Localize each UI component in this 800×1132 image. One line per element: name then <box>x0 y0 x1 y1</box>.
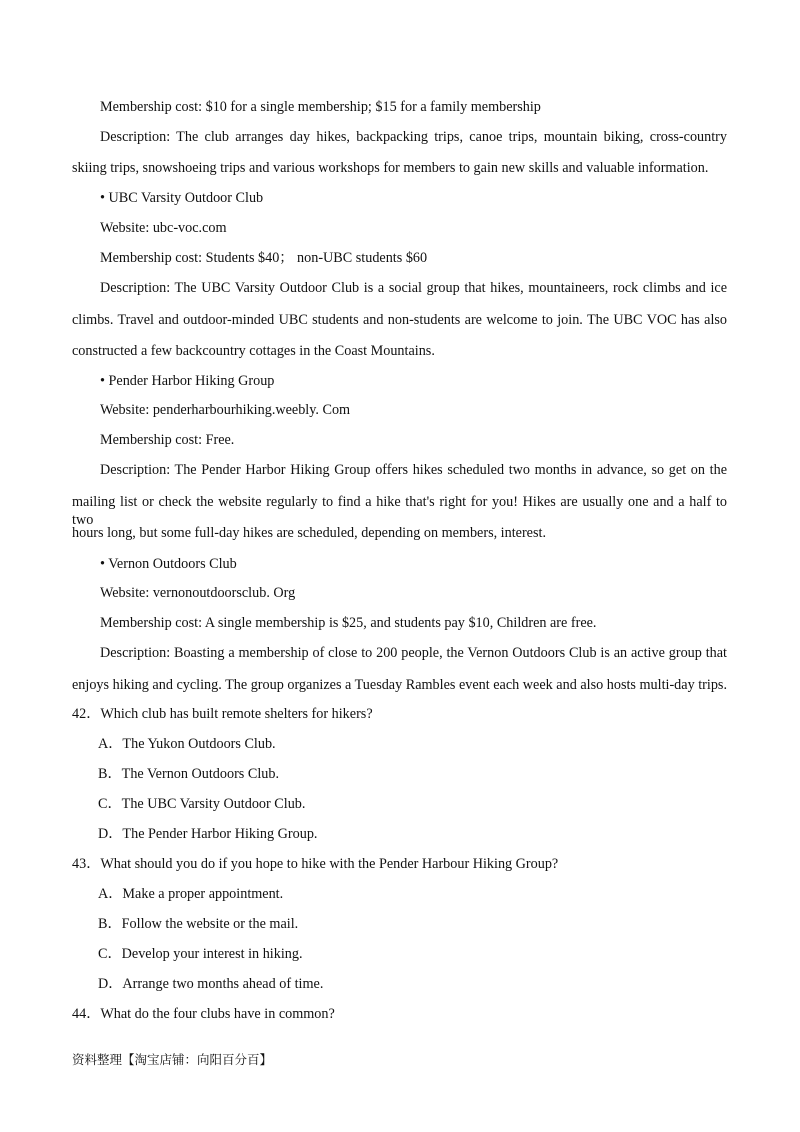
question-42-option-c: C．The UBC Varsity Outdoor Club. <box>98 796 306 812</box>
club-heading-pender: • Pender Harbor Hiking Group <box>100 373 275 389</box>
question-42-option-d: D．The Pender Harbor Hiking Group. <box>98 826 318 842</box>
question-43-option-a: A．Make a proper appointment. <box>98 886 284 902</box>
question-43-option-d: D．Arrange two months ahead of time. <box>98 976 324 992</box>
question-43: 43．What should you do if you hope to hike with the Pender Harbour Hiking Group? <box>72 856 559 872</box>
question-42-option-b: B．The Vernon Outdoors Club. <box>98 766 280 782</box>
ubc-website: Website: ubc-voc.com <box>100 220 227 236</box>
question-42: 42．Which club has built remote shelters for hikers? <box>72 706 373 722</box>
ubc-membership: Membership cost: Students $40； non-UBC students $60 <box>100 250 428 266</box>
question-43-option-c: C．Develop your interest in hiking. <box>98 946 303 962</box>
yukon-membership: Membership cost: $10 for a single membership; $15 for a family membership <box>100 99 541 115</box>
question-43-option-b: B．Follow the website or the mail. <box>98 916 299 932</box>
page-footer: 资料整理【淘宝店铺：向阳百分百】 <box>72 1052 273 1067</box>
pender-description-line-1: Description: The Pender Harbor Hiking Group offers hikes scheduled two months in advance, so get on the <box>100 462 727 478</box>
ubc-description-line-2: climbs. Travel and outdoor-minded UBC students and non-students are welcome to join. The UBC VOC has also <box>72 312 727 328</box>
ubc-description-line-3: constructed a few backcountry cottages in the Coast Mountains. <box>72 343 435 359</box>
pender-website: Website: penderharbourhiking.weebly. Com <box>100 402 351 418</box>
ubc-description-line-1: Description: The UBC Varsity Outdoor Club is a social group that hikes, mountaineers, rock climbs and ice <box>100 280 727 296</box>
question-42-option-a: A．The Yukon Outdoors Club. <box>98 736 276 752</box>
pender-description-line-2: mailing list or check the website regularly to find a hike that's right for you! Hikes are usually one and a half to two <box>72 494 727 528</box>
vernon-website: Website: vernonoutdoorsclub. Org <box>100 585 296 601</box>
pender-membership: Membership cost: Free. <box>100 432 235 448</box>
question-44: 44．What do the four clubs have in common? <box>72 1006 335 1022</box>
vernon-membership: Membership cost: A single membership is $25, and students pay $10, Children are free. <box>100 615 597 631</box>
vernon-description-line-2: enjoys hiking and cycling. The group organizes a Tuesday Rambles event each week and also hosts multi-day trips. <box>72 677 727 693</box>
club-heading-vernon: • Vernon Outdoors Club <box>100 556 237 572</box>
pender-description-line-3: hours long, but some full-day hikes are scheduled, depending on members, interest. <box>72 525 546 541</box>
club-heading-ubc: • UBC Varsity Outdoor Club <box>100 190 264 206</box>
vernon-description-line-1: Description: Boasting a membership of close to 200 people, the Vernon Outdoors Club is an active group that <box>100 645 727 661</box>
yukon-description-line-1: Description: The club arranges day hikes, backpacking trips, canoe trips, mountain biking, cross-country <box>100 129 727 145</box>
yukon-description-line-2: skiing trips, snowshoeing trips and various workshops for members to gain new skills and valuable information. <box>72 160 709 176</box>
